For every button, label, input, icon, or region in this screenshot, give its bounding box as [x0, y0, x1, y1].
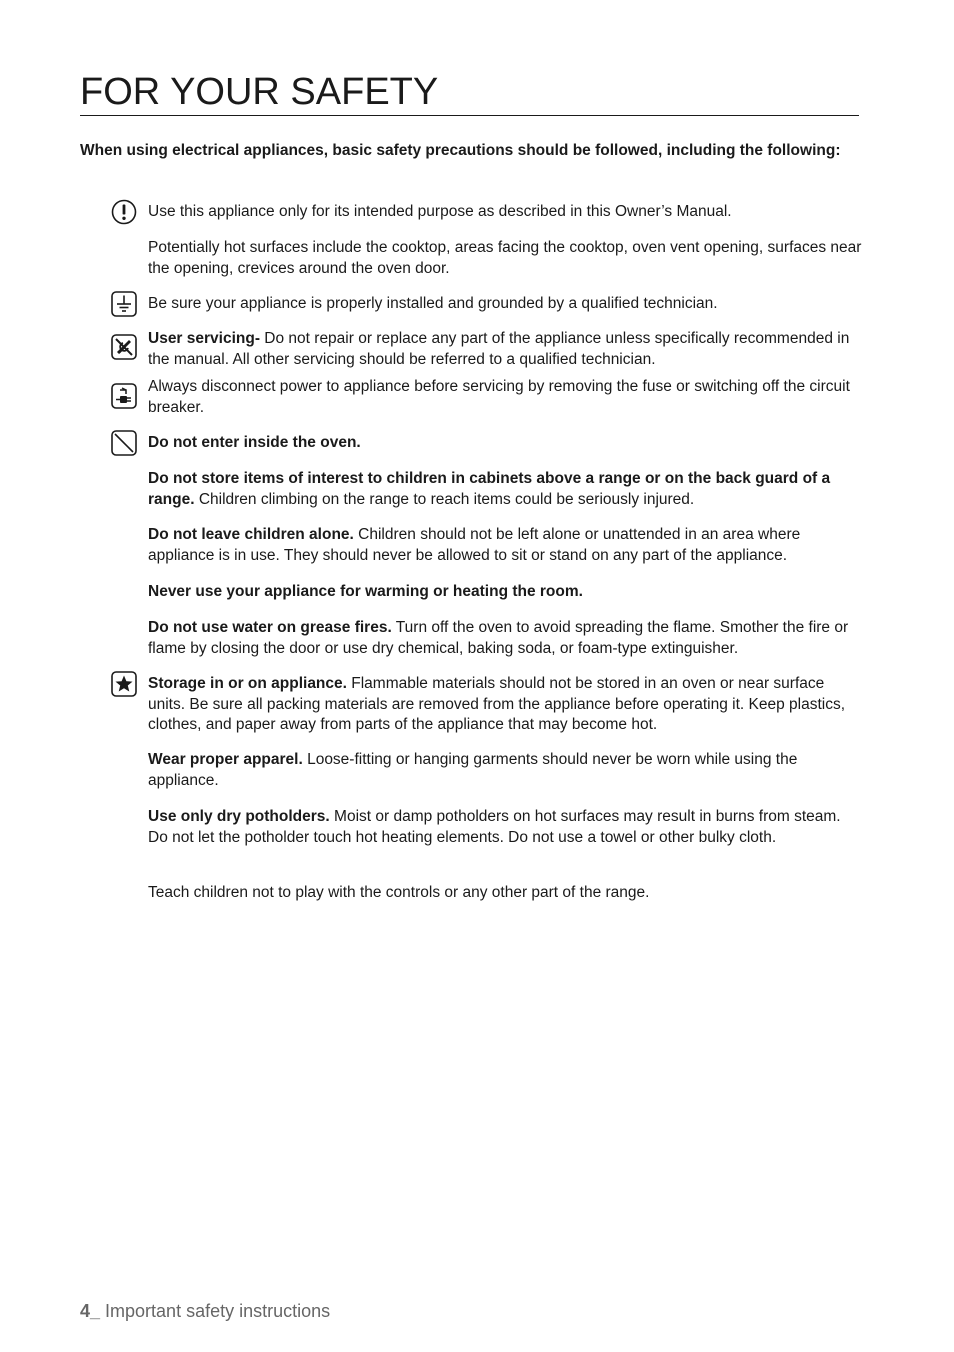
prohibition-icon	[111, 430, 137, 456]
safety-item: Always disconnect power to appliance before servicing by removing the fuse or switching off the circuit breaker.	[148, 378, 850, 416]
safety-item: User servicing- Do not repair or replace any part of the appliance unless specifically recommended in the manual. All other servicing should be referred to a qualified technician.	[148, 330, 850, 368]
safety-item: Do not leave children alone. Children should not be left alone or unattended in an area where appliance is in use. They should never be allowed to sit or stand on any part of the appliance.	[148, 526, 801, 564]
safety-item: Potentially hot surfaces include the cooktop, areas facing the cooktop, oven vent opening, surfaces near the opening, crevices around the oven door.	[148, 239, 862, 277]
safety-item: Use this appliance only for its intended purpose as described in this Owner’s Manual.	[148, 203, 732, 220]
safety-item: Do not store items of interest to children in cabinets above a range or on the back guard of a range. Children climbing on the range to reach items could be seriously injured.	[148, 470, 831, 508]
star-icon	[111, 671, 137, 697]
safety-item: Do not enter inside the oven.	[148, 434, 361, 451]
intro-text: When using electrical appliances, basic safety precautions should be followed, including the following:	[80, 142, 841, 159]
safety-item: Never use your appliance for warming or heating the room.	[148, 583, 583, 600]
safety-item: Do not use water on grease fires. Turn off the oven to avoid spreading the flame. Smother the fire or flame by closing the door or use dry chemical, baking soda, or foam-type extinguisher.	[148, 619, 849, 657]
ground-icon	[111, 291, 137, 317]
safety-item: Storage in or on appliance. Flammable materials should not be stored in an oven or near surface units. Be sure all packing materials are removed from the appliance before operating it. Keep plastics, clothes, and paper away from parts of the appliance that may become hot.	[148, 675, 846, 733]
section-name: Important safety instructions	[100, 1301, 331, 1321]
safety-item: Be sure your appliance is properly installed and grounded by a qualified technician.	[148, 295, 718, 312]
safety-item: Wear proper apparel. Loose-fitting or hanging garments should never be worn while using the appliance.	[148, 751, 798, 789]
page-title: FOR YOUR SAFETY	[80, 70, 859, 116]
warning-icon	[111, 199, 137, 225]
page-number: 4_	[80, 1301, 101, 1321]
unplug-icon	[111, 383, 137, 409]
no-servicing-icon	[111, 334, 137, 360]
safety-item: Use only dry potholders. Moist or damp potholders on hot surfaces may result in burns from steam. Do not let the potholder touch hot heating elements. Do not use a towel or other bulky cloth.	[148, 808, 841, 846]
page-footer	[80, 1300, 330, 1322]
safety-item: Teach children not to play with the controls or any other part of the range.	[148, 884, 650, 901]
